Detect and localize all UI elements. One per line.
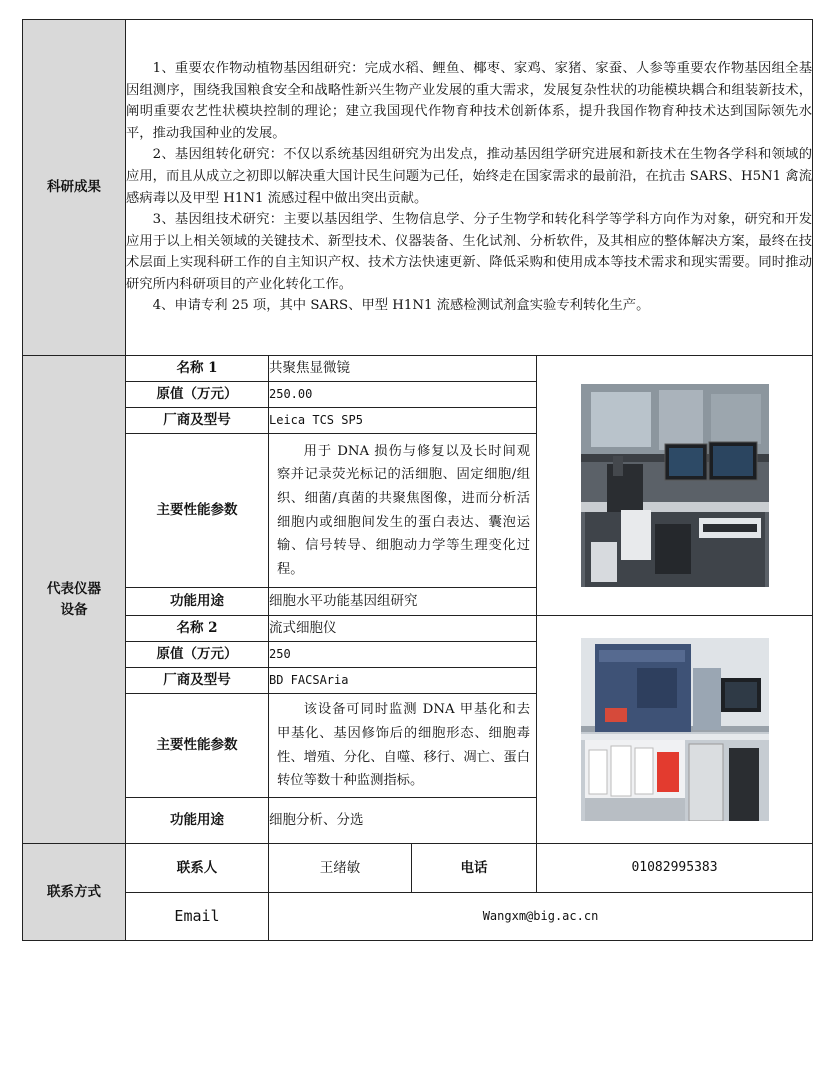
contact-label: 联系方式 [23, 844, 126, 941]
equipment1-usage: 细胞水平功能基因组研究 [269, 588, 537, 616]
equipment2-name-row [23, 616, 813, 642]
equipment2-params-cell [269, 694, 537, 798]
equipment2-value-label: 原值（万元） [126, 642, 269, 668]
achievement-paragraph-2: 2、基因组转化研究：不仅以系统基因组研究为出发点，推动基因组学研究进展和新技术在生物各学科和领域的应用，而且从成立之初即以解决重大国计民生问题为己任，始终走在国家需求的最前沿，在抗击 SARS、H5N1 禽流感病毒以及甲型 H1N1 流感过程中做出突出贡献。 [126, 147, 813, 206]
equipment1-params-cell [269, 434, 537, 588]
achievements-content [126, 20, 813, 356]
achievements-row [23, 20, 813, 356]
equipment1-name-label: 名称 1 [126, 356, 269, 382]
equipment1-params: 用于 DNA 损伤与修复以及长时间观察并记录荧光标记的活细胞、固定细胞/组织、细菌/真菌的共聚焦图像，进而分析活细胞内或细胞间发生的蛋白表达、囊泡运输、信号转导、细胞动力学等生理变化过程。 [277, 443, 530, 577]
equipment2-name: 流式细胞仪 [269, 616, 537, 642]
achievements-label: 科研成果 [23, 20, 126, 356]
contact-row-1 [23, 844, 813, 893]
equipment2-photo-cell [537, 616, 813, 844]
achievement-paragraph-4: 4、申请专利 25 项，其中 SARS、甲型 H1N1 流感检测试剂盒实验专利转化生产。 [152, 298, 650, 314]
equipment1-maker: Leica TCS SP5 [269, 408, 537, 434]
equipment1-value: 250.00 [269, 382, 537, 408]
equipment-label-line1: 代表仪器 [47, 580, 101, 597]
equipment-label-line2: 设备 [60, 601, 88, 618]
contact-email-label: Email [126, 893, 269, 941]
equipment1-params-label: 主要性能参数 [126, 434, 269, 588]
contact-person: 王绪敏 [269, 844, 412, 893]
equipment2-maker-label: 厂商及型号 [126, 668, 269, 694]
contact-phone-label: 电话 [412, 844, 537, 893]
achievement-paragraph-3: 3、基因组技术研究：主要以基因组学、生物信息学、分子生物学和转化科学等学科方向作为对象，研究和开发应用于以上相关领域的关键技术、新型技术、仪器装备、生化试剂、分析软件，及其相应的整体解决方案，最终在技术层面上实现科研工作的自主知识产权、技术方法快速更新、降低采购和使用成本等技术需求和现实需要。同时推动研究所内科研项目的产业化转化工作。 [126, 212, 813, 292]
equipment1-name-row [23, 356, 813, 382]
equipment2-name-label: 名称 2 [126, 616, 269, 642]
equipment1-photo-cell [537, 356, 813, 616]
contact-person-label: 联系人 [126, 844, 269, 893]
equipment2-usage-label: 功能用途 [126, 798, 269, 844]
info-table [22, 19, 813, 941]
equipment2-params: 该设备可同时监测 DNA 甲基化和去甲基化、基因修饰后的细胞形态、细胞毒性、增殖、分化、自噬、移行、凋亡、蛋白转位等数十种监测指标。 [277, 702, 530, 789]
achievement-paragraph-1: 1、重要农作物动植物基因组研究：完成水稻、鲤鱼、椰枣、家鸡、家猪、家蚕、人参等重要农作物基因组全基因组测序，围绕我国粮食安全和战略性新兴生物产业发展的重大需求，发展复杂性状的功能模块耦合和组装新技术，阐明重要农艺性状模块控制的理论；建立我国现代作物育种技术创新体系，提升我国作物育种技术达到国际领先水平，推动我国种业的发展。 [126, 61, 813, 141]
contact-phone: 01082995383 [537, 844, 813, 893]
equipment1-name: 共聚焦显微镜 [269, 356, 537, 382]
confocal-microscope-photo [581, 384, 769, 587]
equipment1-usage-label: 功能用途 [126, 588, 269, 616]
equipment1-value-label: 原值（万元） [126, 382, 269, 408]
equipment2-params-label: 主要性能参数 [126, 694, 269, 798]
contact-row-2 [23, 893, 813, 941]
equipment2-maker: BD FACSAria [269, 668, 537, 694]
equipment2-usage: 细胞分析、分选 [269, 798, 537, 844]
equipment-label [23, 356, 126, 844]
contact-email[interactable]: Wangxm@big.ac.cn [269, 893, 813, 941]
equipment1-maker-label: 厂商及型号 [126, 408, 269, 434]
flow-cytometer-photo [581, 638, 769, 821]
equipment2-value: 250 [269, 642, 537, 668]
